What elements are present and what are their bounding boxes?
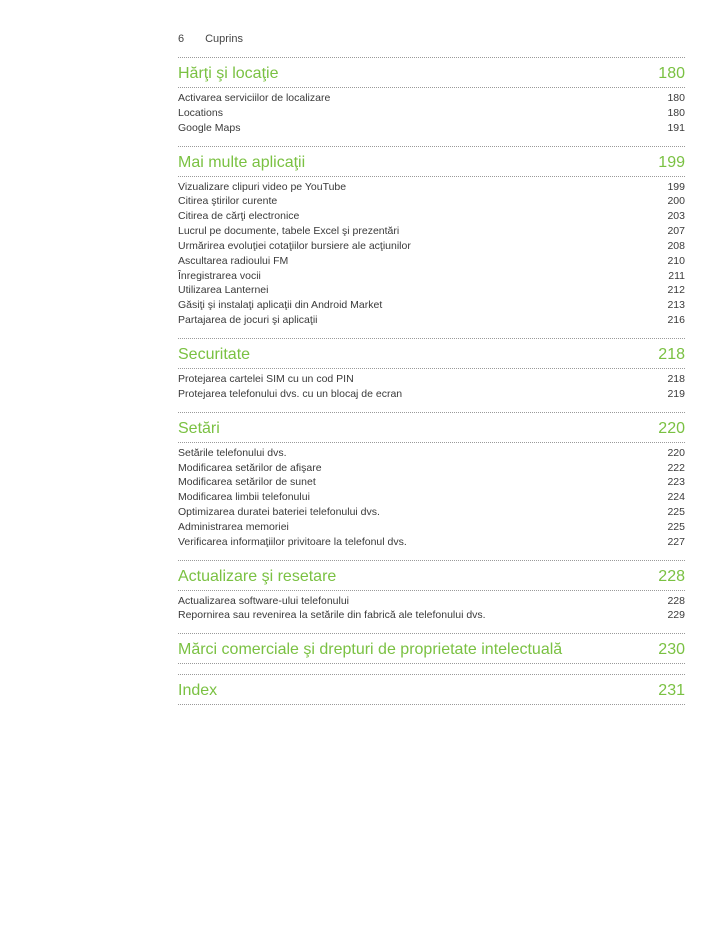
entry-title: Ascultarea radioului FM	[178, 254, 289, 267]
toc-entry[interactable]	[178, 180, 685, 195]
entry-title: Administrarea memoriei	[178, 520, 289, 533]
section-page-number: 230	[658, 641, 685, 659]
section-page-number: 218	[658, 345, 685, 363]
toc-entry[interactable]	[178, 490, 685, 505]
toc-entry[interactable]	[178, 594, 685, 609]
entry-page-number: 220	[667, 446, 685, 459]
section-page-number: 199	[658, 153, 685, 171]
section-heading[interactable]	[178, 57, 685, 88]
entry-page-number: 180	[667, 106, 685, 119]
section-page-number: 228	[658, 567, 685, 585]
section-title: Mărci comerciale şi drepturi de proprietate intelectuală	[178, 641, 563, 659]
toc-section	[178, 57, 685, 136]
section-title: Actualizare şi resetare	[178, 567, 337, 585]
toc-entry[interactable]	[178, 372, 685, 387]
entry-title: Partajarea de jocuri şi aplicaţii	[178, 314, 318, 327]
entry-title: Utilizarea Lanternei	[178, 284, 269, 297]
entry-title: Modificarea setărilor de afişare	[178, 461, 322, 474]
entry-page-number: 207	[667, 225, 685, 238]
entry-title: Optimizarea duratei bateriei telefonului dvs.	[178, 506, 380, 519]
section-page-number: 220	[658, 419, 685, 437]
entry-title: Google Maps	[178, 121, 241, 134]
entry-page-number: 225	[667, 506, 685, 519]
toc-section	[178, 412, 685, 550]
section-title: Setări	[178, 419, 220, 437]
toc-entry[interactable]	[178, 269, 685, 284]
entry-list	[178, 372, 685, 402]
toc-section	[178, 146, 685, 328]
section-page-number: 231	[658, 682, 685, 700]
section-heading[interactable]	[178, 674, 685, 705]
toc-section	[178, 560, 685, 624]
section-page-number: 180	[658, 65, 685, 82]
toc-entry[interactable]	[178, 239, 685, 254]
entry-page-number: 223	[667, 476, 685, 489]
entry-title: Modificarea setărilor de sunet	[178, 476, 316, 489]
section-title: Securitate	[178, 345, 251, 363]
toc-section	[178, 633, 685, 664]
toc-entry[interactable]	[178, 121, 685, 136]
section-heading[interactable]	[178, 412, 685, 443]
toc-entry[interactable]	[178, 283, 685, 298]
entry-title: Lucrul pe documente, tabele Excel şi prezentări	[178, 225, 400, 238]
entry-title: Modificarea limbii telefonului	[178, 491, 310, 504]
toc-entry[interactable]	[178, 313, 685, 328]
entry-page-number: 208	[667, 239, 685, 252]
entry-title: Protejarea telefonului dvs. cu un blocaj de ecran	[178, 387, 403, 400]
entry-title: Citirea de cărţi electronice	[178, 210, 300, 223]
entry-title: Setările telefonului dvs.	[178, 446, 287, 459]
section-title: Mai multe aplicaţii	[178, 153, 306, 171]
entry-title: Înregistrarea vocii	[178, 269, 261, 282]
entry-title: Actualizarea software-ului telefonului	[178, 594, 350, 607]
toc-entry[interactable]	[178, 475, 685, 490]
entry-page-number: 210	[667, 254, 685, 267]
entry-title: Activarea serviciilor de localizare	[178, 92, 331, 104]
entry-title: Repornirea sau revenirea la setările din fabrică ale telefonului dvs.	[178, 609, 486, 622]
entry-page-number: 200	[667, 195, 685, 208]
entry-title: Locations	[178, 106, 223, 119]
section-title: Hărţi şi locaţie	[178, 65, 279, 82]
entry-title: Urmărirea evoluţiei cotaţiilor bursiere ale acţiunilor	[178, 239, 411, 252]
toc-entry[interactable]	[178, 209, 685, 224]
toc-entry[interactable]	[178, 608, 685, 623]
toc-entry[interactable]	[178, 254, 685, 269]
section-heading[interactable]	[178, 146, 685, 177]
entry-title: Verificarea informaţiilor privitoare la telefonul dvs.	[178, 535, 407, 548]
entry-page-number: 219	[667, 387, 685, 400]
toc-entry[interactable]	[178, 446, 685, 461]
entry-title: Vizualizare clipuri video pe YouTube	[178, 180, 347, 193]
toc-entry[interactable]	[178, 505, 685, 520]
entry-page-number: 203	[667, 210, 685, 223]
section-heading[interactable]	[178, 338, 685, 369]
entry-list	[178, 180, 685, 328]
toc-entry[interactable]	[178, 387, 685, 402]
entry-title: Protejarea cartelei SIM cu un cod PIN	[178, 372, 354, 385]
toc-entry[interactable]	[178, 194, 685, 209]
entry-page-number: 212	[667, 284, 685, 297]
running-header	[178, 33, 243, 45]
section-title: Index	[178, 682, 218, 700]
entry-page-number: 224	[667, 491, 685, 504]
table-of-contents	[178, 57, 685, 705]
toc-entry[interactable]	[178, 535, 685, 550]
entry-page-number: 199	[667, 180, 685, 193]
entry-title: Găsiţi şi instalaţi aplicaţii din Android Market	[178, 299, 383, 312]
entry-page-number: 211	[668, 269, 685, 282]
entry-list	[178, 594, 685, 624]
section-heading[interactable]	[178, 633, 685, 664]
toc-section	[178, 338, 685, 402]
toc-entry[interactable]	[178, 224, 685, 239]
toc-entry[interactable]	[178, 461, 685, 476]
entry-page-number: 228	[667, 594, 685, 607]
page-number: 6	[178, 33, 185, 45]
entry-page-number: 227	[667, 535, 685, 548]
entry-page-number: 216	[667, 314, 685, 327]
entry-list	[178, 91, 685, 136]
running-title: Cuprins	[205, 33, 243, 45]
entry-page-number: 222	[667, 461, 685, 474]
entry-page-number: 218	[667, 372, 685, 385]
entry-page-number: 180	[667, 92, 685, 104]
entry-page-number: 191	[667, 121, 685, 134]
toc-entry[interactable]	[178, 91, 685, 106]
toc-entry[interactable]	[178, 298, 685, 313]
toc-entry[interactable]	[178, 106, 685, 121]
entry-list	[178, 446, 685, 550]
toc-entry[interactable]	[178, 520, 685, 535]
entry-title: Citirea ştirilor curente	[178, 195, 278, 208]
entry-page-number: 225	[667, 520, 685, 533]
entry-page-number: 229	[667, 609, 685, 622]
section-heading[interactable]	[178, 560, 685, 591]
entry-page-number: 213	[667, 299, 685, 312]
toc-section	[178, 674, 685, 705]
